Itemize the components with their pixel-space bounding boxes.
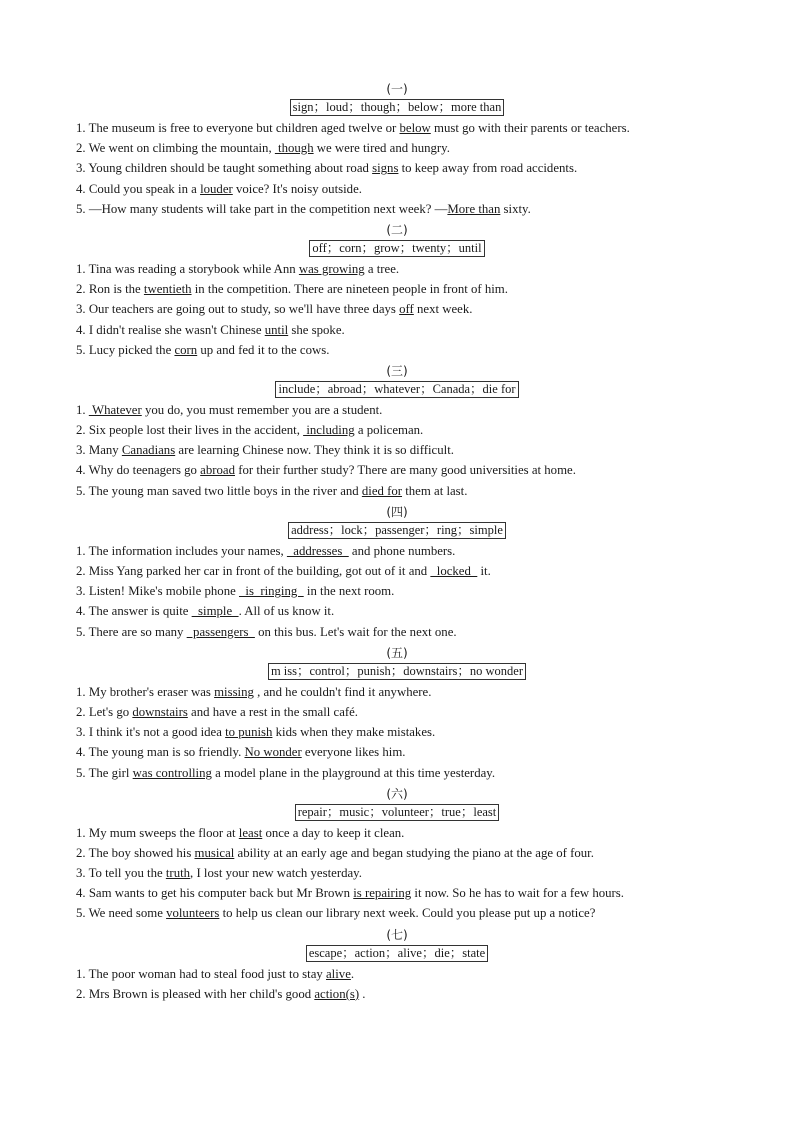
question-text-before: —How many students will take part in the competition next week? — — [88, 201, 448, 216]
answer-blank: was growing — [298, 261, 365, 276]
section-title: (二) — [386, 222, 408, 237]
question-item — [76, 863, 716, 883]
question-number: 1. — [76, 402, 86, 417]
answer-blank: More than — [447, 201, 501, 216]
question-text-before: The young man saved two little boys in the river and — [88, 483, 362, 498]
answer-blank: missing — [214, 684, 254, 699]
question-number: 5. — [76, 765, 86, 780]
question-text-after: you do, you must remember you are a student. — [141, 402, 383, 417]
question-text-before: Six people lost their lives in the accident, — [88, 423, 304, 438]
question-number: 1. — [76, 121, 86, 135]
question-text-after: . — [350, 966, 355, 981]
answer-blank: abroad — [200, 463, 235, 478]
answer-blank: least — [238, 825, 263, 840]
answer-blank: was controlling — [132, 765, 212, 780]
answer-blank: truth — [165, 866, 191, 881]
question-item — [76, 138, 716, 158]
question-item — [76, 299, 716, 319]
question-text-before: The young man is so friendly. — [88, 745, 245, 760]
exercise-document — [0, 78, 794, 1004]
answer-blank: No wonder — [244, 745, 302, 760]
question-number: 2. — [76, 141, 86, 156]
question-text-after: a policeman. — [354, 423, 424, 438]
question-number: 2. — [76, 564, 86, 578]
question-text-after: ability at an early age and began studying the piano at the age of four. — [234, 845, 594, 860]
question-text-after: sixty. — [500, 201, 531, 216]
question-text-before: Ron is the — [88, 282, 144, 297]
question-text-before: Miss Yang parked her car in front of the building, got out of it and — [88, 564, 431, 578]
question-item — [76, 682, 716, 702]
question-text-before: Could you speak in a — [88, 181, 201, 196]
question-text-before: The poor woman had to steal food just to stay — [88, 966, 326, 981]
answer-blank: to punish — [225, 725, 273, 740]
word-bank-box: address；lock；passenger；ring；simple — [288, 522, 506, 539]
answer-blank: below — [399, 121, 431, 135]
section-title: (四) — [386, 504, 408, 519]
question-number: 3. — [76, 584, 86, 599]
word-bank-row — [0, 944, 794, 964]
question-item — [76, 883, 716, 903]
question-number: 2. — [76, 423, 86, 438]
section-title: (七) — [386, 927, 408, 942]
question-number: 3. — [76, 302, 86, 317]
question-number: 4. — [76, 322, 86, 337]
question-text-before: Sam wants to get his computer back but Mr Brown — [88, 886, 354, 901]
exercise-section — [0, 785, 794, 924]
question-number: 1. — [76, 966, 86, 981]
question-item — [76, 622, 716, 642]
question-text-after: she spoke. — [288, 322, 345, 337]
question-text-before: There are so many — [88, 624, 187, 639]
answer-blank: simple — [191, 604, 239, 619]
question-item — [76, 340, 716, 360]
question-text-after: we were tired and hungry. — [313, 141, 450, 156]
answer-blank: volunteers — [166, 906, 220, 921]
word-bank-row — [0, 521, 794, 541]
answer-blank: corn — [174, 342, 198, 357]
answer-blank: alive — [326, 966, 351, 981]
question-text-before: To tell you the — [88, 866, 166, 881]
exercise-section — [0, 362, 794, 501]
question-text-after: , I lost your new watch yesterday. — [190, 866, 362, 881]
word-bank-row — [0, 662, 794, 682]
question-number: 5. — [76, 483, 86, 498]
question-item — [76, 561, 716, 581]
question-text-after: it. — [477, 564, 491, 578]
answer-blank: Whatever — [88, 402, 142, 417]
question-text-after: a tree. — [364, 261, 400, 276]
question-number: 5. — [76, 624, 86, 639]
question-text-before: I didn't realise she wasn't Chinese — [88, 322, 265, 337]
question-number: 1. — [76, 543, 86, 558]
answer-blank: downstairs — [132, 704, 188, 719]
question-text-after: in the competition. There are nineteen people in front of him. — [191, 282, 508, 297]
question-number: 2. — [76, 845, 86, 860]
answer-blank: including — [303, 423, 355, 438]
question-item — [76, 320, 716, 340]
question-text-before: We went on climbing the mountain, — [88, 141, 275, 156]
question-item — [76, 440, 716, 460]
question-item — [76, 823, 716, 843]
question-number: 4. — [76, 886, 86, 901]
word-bank-box: escape；action；alive；die；state — [306, 945, 488, 962]
question-number: 2. — [76, 282, 86, 297]
question-item — [76, 984, 716, 1004]
word-bank-row — [0, 98, 794, 118]
question-item — [76, 763, 716, 783]
word-bank-box: off；corn；grow；twenty；until — [309, 240, 484, 257]
question-number: 5. — [76, 906, 86, 921]
word-bank-box: include；abroad；whatever；Canada；die for — [275, 381, 518, 398]
question-text-before: The information includes your names, — [88, 543, 287, 558]
question-text-before: The boy showed his — [88, 845, 195, 860]
question-text-after: and phone numbers. — [348, 543, 456, 558]
answer-blank: signs — [372, 161, 399, 176]
question-number: 5. — [76, 342, 86, 357]
word-bank-row — [0, 239, 794, 259]
question-text-after: it now. So he has to wait for a few hours. — [411, 886, 624, 901]
question-text-before: Why do teenagers go — [88, 463, 201, 478]
answer-blank: addresses — [286, 543, 349, 558]
question-text-before: I think it's not a good idea — [88, 725, 226, 740]
question-text-before: Listen! Mike's mobile phone — [88, 584, 239, 599]
question-text-before: We need some — [88, 906, 167, 921]
question-text-before: Young children should be taught something about road — [88, 161, 373, 176]
answer-blank: died for — [361, 483, 403, 498]
question-item — [76, 964, 716, 984]
word-bank-box: m iss；control；punish；downstairs；no wonder — [268, 663, 526, 680]
question-item — [76, 742, 716, 762]
question-text-after: a model plane in the playground at this time yesterday. — [211, 765, 496, 780]
answer-blank: louder — [200, 181, 233, 196]
answer-blank: until — [264, 322, 289, 337]
question-item — [76, 601, 716, 621]
answer-blank: Canadians — [121, 443, 176, 458]
question-text-before: The girl — [88, 765, 133, 780]
question-text-after: are learning Chinese now. They think it is so difficult. — [175, 443, 454, 458]
question-text-after: next week. — [413, 302, 473, 317]
question-number: 4. — [76, 745, 86, 760]
question-item — [76, 843, 716, 863]
question-number: 3. — [76, 866, 86, 881]
question-number: 4. — [76, 463, 86, 478]
question-text-after: and have a rest in the small café. — [187, 704, 359, 719]
question-item — [76, 481, 716, 501]
answer-blank: action(s) — [314, 986, 360, 1001]
exercise-section — [0, 926, 794, 1004]
question-item — [76, 460, 716, 480]
question-number: 3. — [76, 161, 86, 176]
exercise-section — [0, 503, 794, 642]
answer-blank: off — [399, 302, 414, 317]
question-text-before: The museum is free to everyone but children aged twelve or — [88, 121, 400, 135]
question-text-after: up and fed it to the cows. — [197, 342, 330, 357]
question-number: 2. — [76, 986, 86, 1001]
question-item — [76, 158, 716, 178]
question-number: 1. — [76, 684, 86, 699]
question-text-before: The answer is quite — [88, 604, 192, 619]
question-number: 1. — [76, 825, 86, 840]
section-title: (六) — [386, 786, 408, 801]
question-number: 3. — [76, 725, 86, 740]
answer-blank: is ringing — [238, 584, 304, 599]
question-text-after: them at last. — [402, 483, 468, 498]
section-title: (一) — [386, 82, 408, 96]
question-item — [76, 702, 716, 722]
word-bank-row — [0, 380, 794, 400]
answer-blank: passengers — [186, 624, 255, 639]
question-text-after: once a day to keep it clean. — [262, 825, 405, 840]
question-text-before: My mum sweeps the floor at — [88, 825, 239, 840]
question-item — [76, 259, 716, 279]
word-bank-row — [0, 803, 794, 823]
exercise-section — [0, 221, 794, 360]
section-title: (三) — [386, 363, 408, 378]
question-text-after: voice? It's noisy outside. — [232, 181, 362, 196]
question-text-after: to help us clean our library next week. Could you please put up a notice? — [219, 906, 596, 921]
question-text-after: . — [359, 986, 366, 1001]
question-number: 3. — [76, 443, 86, 458]
question-text-before: Our teachers are going out to study, so we'll have three days — [88, 302, 400, 317]
question-number: 4. — [76, 604, 86, 619]
question-text-after: on this bus. Let's wait for the next one. — [254, 624, 457, 639]
word-bank-box: repair；music；volunteer；true；least — [295, 804, 500, 821]
question-text-before: Lucy picked the — [88, 342, 175, 357]
answer-blank: locked — [430, 564, 478, 578]
answer-blank: though — [274, 141, 314, 156]
question-text-after: , and he couldn't find it anywhere. — [253, 684, 432, 699]
question-item — [76, 118, 716, 138]
question-text-before: Let's go — [88, 704, 133, 719]
question-item — [76, 420, 716, 440]
question-number: 5. — [76, 201, 86, 216]
question-text-after: . All of us know it. — [238, 604, 335, 619]
exercise-section — [0, 644, 794, 783]
question-item — [76, 541, 716, 561]
question-item — [76, 400, 716, 420]
word-bank-box: sign；loud；though；below；more than — [290, 99, 505, 116]
question-text-after: kids when they make mistakes. — [272, 725, 436, 740]
answer-blank: twentieth — [143, 282, 192, 297]
question-item — [76, 199, 716, 219]
question-text-before: Many — [88, 443, 122, 458]
question-text-after: to keep away from road accidents. — [398, 161, 578, 176]
question-text-before: Mrs Brown is pleased with her child's good — [88, 986, 315, 1001]
answer-blank: musical — [194, 845, 235, 860]
exercise-section — [0, 80, 794, 219]
question-text-after: in the next room. — [303, 584, 395, 599]
question-number: 4. — [76, 181, 86, 196]
question-item — [76, 722, 716, 742]
question-number: 1. — [76, 261, 86, 276]
question-item — [76, 279, 716, 299]
question-text-after: for their further study? There are many good universities at home. — [235, 463, 576, 478]
question-item — [76, 179, 716, 199]
question-text-after: everyone likes him. — [301, 745, 406, 760]
question-item — [76, 581, 716, 601]
question-text-after: must go with their parents or teachers. — [430, 121, 630, 135]
question-item — [76, 903, 716, 923]
answer-blank: is repairing — [353, 886, 412, 901]
question-text-before: My brother's eraser was — [88, 684, 215, 699]
section-title: (五) — [386, 645, 408, 660]
question-text-before: Tina was reading a storybook while Ann — [88, 261, 299, 276]
question-number: 2. — [76, 704, 86, 719]
